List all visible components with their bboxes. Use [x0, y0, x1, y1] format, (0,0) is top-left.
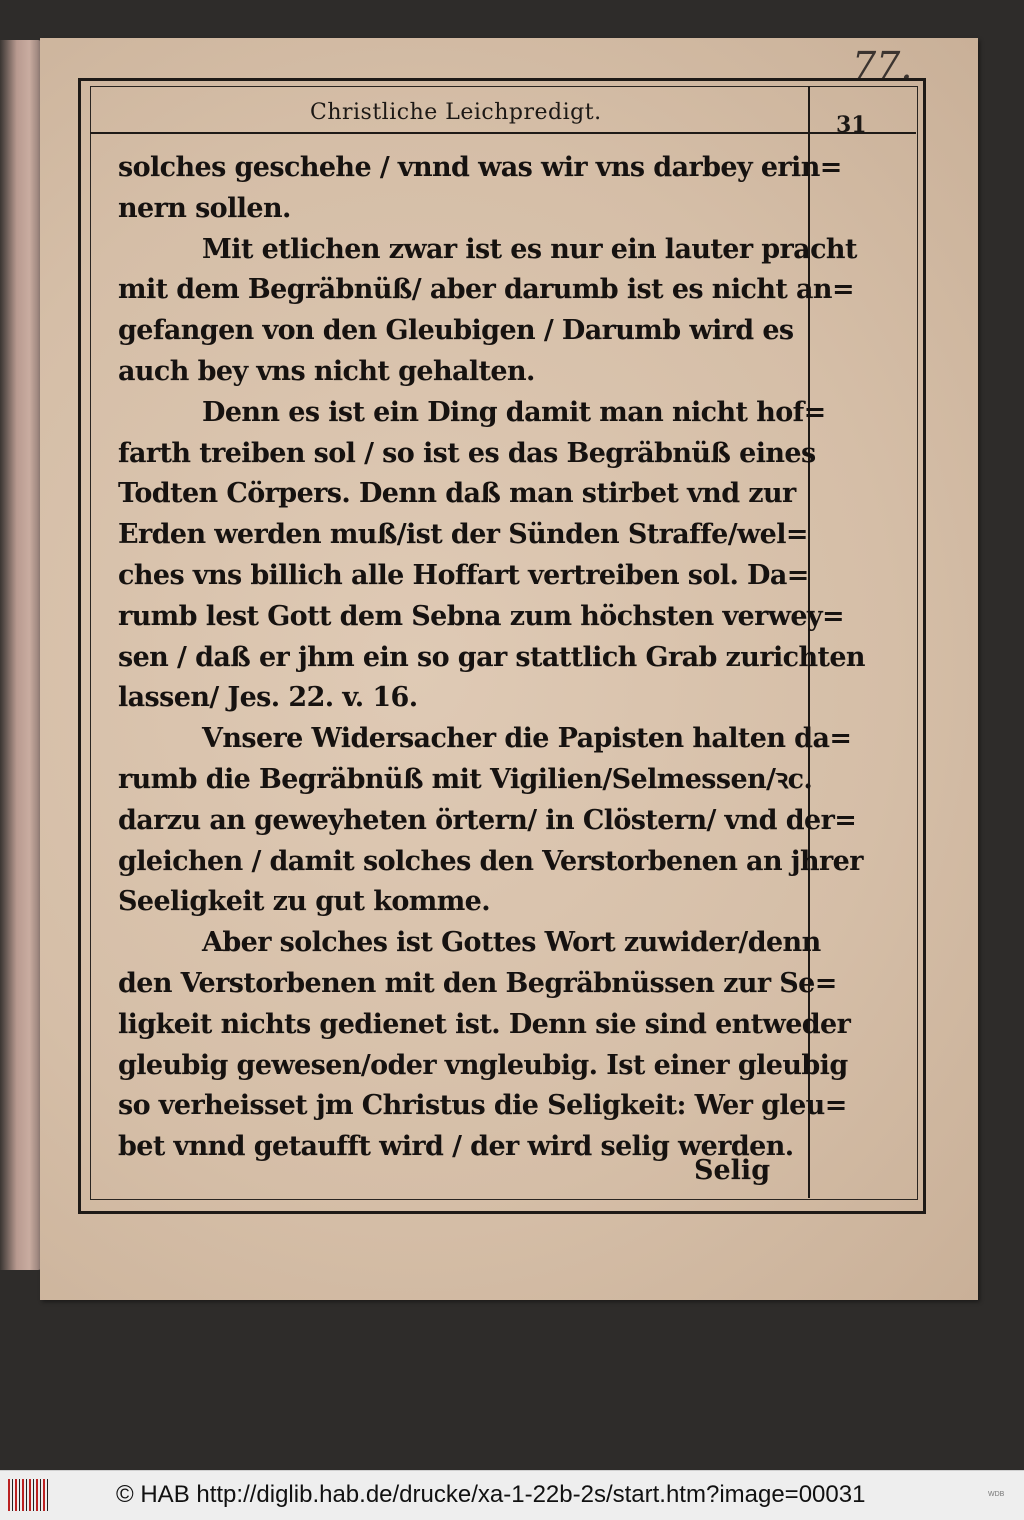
- text-line: auch bey vns nicht gehalten.: [118, 355, 535, 387]
- body-text: [118, 148, 865, 1168]
- page-number: 31: [836, 112, 867, 138]
- text-line: Mit etlichen zwar ist es nur ein lauter pracht: [202, 233, 857, 265]
- text-line: sen / daß er jhm ein so gar stattlich Grab zurichten: [118, 641, 865, 673]
- text-line: farth treiben sol / so ist es das Begräbnüß eines: [118, 437, 816, 469]
- text-line: bet vnnd getaufft wird / der wird selig werden.: [118, 1131, 794, 1163]
- text-line: gleichen / damit solches den Verstorbenen an jhrer: [118, 845, 863, 877]
- text-line: so verheisset jm Christus die Seligkeit: Wer gleu=: [118, 1090, 847, 1122]
- text-line: Aber solches ist Gottes Wort zuwider/denn: [202, 927, 821, 959]
- text-line: nern sollen.: [118, 192, 291, 224]
- text-line: gefangen von den Gleubigen / Darumb wird es: [118, 315, 794, 347]
- footer-mark: WDB: [988, 1491, 1005, 1498]
- text-line: den Verstorbenen mit den Begräbnüssen zur Se=: [118, 967, 837, 999]
- text-line: darzu an geweyheten örtern/ in Clöstern/ vnd der=: [118, 804, 857, 836]
- text-line: ches vns billich alle Hoffart vertreiben sol. Da=: [118, 559, 809, 591]
- text-line: lassen/ Jes. 22. v. 16.: [118, 682, 418, 714]
- header-rule: [90, 132, 916, 134]
- text-line: solches geschehe / vnnd was wir vns darbey erin=: [118, 152, 842, 183]
- text-line: Erden werden muß/ist der Sünden Straffe/wel=: [118, 519, 808, 551]
- text-line: Vnsere Widersacher die Papisten halten da=: [202, 723, 852, 755]
- text-line: Seeligkeit zu gut komme.: [118, 886, 491, 918]
- text-line: gleubig gewesen/oder vngleubig. Ist einer gleubig: [118, 1049, 848, 1081]
- text-line: rumb lest Gott dem Sebna zum höchsten verwey=: [118, 600, 845, 632]
- barcode-icon: [8, 1479, 48, 1511]
- text-line: ligkeit nichts gedienet ist. Denn sie sind entweder: [118, 1008, 851, 1040]
- catchword: Selig: [694, 1155, 771, 1186]
- footer-bar: [0, 1470, 1024, 1520]
- text-line: Todten Cörpers. Denn daß man stirbet vnd zur: [118, 478, 796, 510]
- running-head: Christliche Leichpredigt.: [310, 100, 602, 125]
- text-line: Denn es ist ein Ding damit man nicht hof=: [202, 396, 826, 428]
- text-line: rumb die Begräbnüß mit Vigilien/Selmessen/ꝛc.: [118, 763, 813, 795]
- copyright-link[interactable]: © HAB http://diglib.hab.de/drucke/xa-1-22b-2s/start.htm?image=00031: [116, 1481, 866, 1508]
- text-line: mit dem Begräbnüß/ aber darumb ist es nicht an=: [118, 274, 854, 306]
- facing-page-edge: [0, 40, 42, 1270]
- handwritten-folio-mark: 77.: [852, 44, 913, 88]
